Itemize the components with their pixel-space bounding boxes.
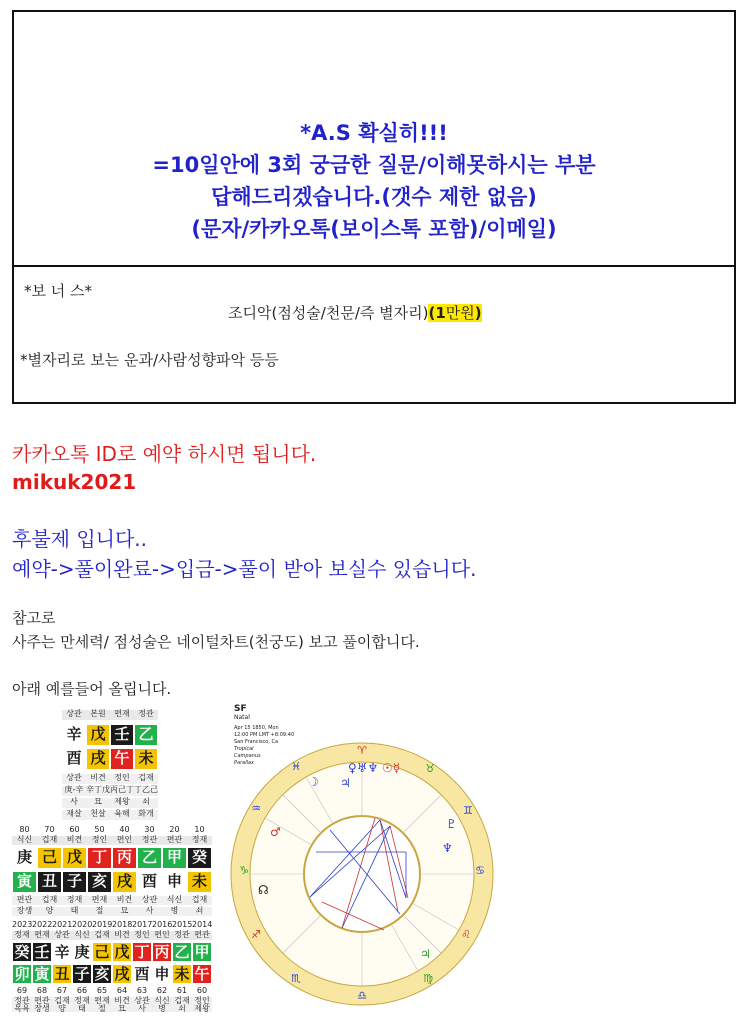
year-label: 2021 — [52, 920, 73, 929]
natal-date: Apr 15 1850, Mon — [234, 725, 279, 731]
year-age: 60 — [196, 986, 208, 995]
daeun-top: 편관 — [162, 836, 187, 845]
daeun-branch: 寅 — [12, 871, 37, 893]
year-label: 2017 — [132, 920, 153, 929]
daeun-bottom: 편관 — [12, 896, 37, 905]
daeun-bottom: 식신 — [162, 896, 187, 905]
svg-text:♉: ♉ — [425, 762, 435, 775]
year-top: 편인 — [152, 931, 172, 940]
pillar-detail: 쇠 — [134, 798, 158, 808]
daeun-top: 편인 — [112, 836, 137, 845]
year-stem: 丙 — [152, 942, 172, 962]
daeun-age: 20 — [169, 825, 180, 834]
svg-text:♀♅♆: ♀♅♆ — [348, 761, 379, 775]
year-bottom: 장생 — [32, 1005, 52, 1012]
daeun-stem: 己 — [37, 847, 62, 869]
svg-text:♐: ♐ — [251, 928, 261, 941]
pillar-detail: 제왕 — [110, 798, 134, 808]
daeun-top: 정인 — [87, 836, 112, 845]
daeun-bottom: 양 — [37, 907, 62, 916]
year-age: 61 — [176, 986, 188, 995]
year-stem: 甲 — [192, 942, 212, 962]
pillar-detail: 화개 — [134, 810, 158, 820]
bonus-price-badge: (1만원) — [428, 304, 482, 322]
daeun-stem: 癸 — [187, 847, 212, 869]
pillar-stem: 戊 — [86, 724, 110, 746]
daeun-branch: 丑 — [37, 871, 62, 893]
year-age: 66 — [76, 986, 88, 995]
year-bottom: 편재 — [92, 997, 112, 1005]
pillar-branch: 午 — [110, 748, 134, 770]
svg-text:♇: ♇ — [446, 817, 457, 831]
year-age: 69 — [16, 986, 28, 995]
pillar-detail: 정인 — [110, 774, 134, 784]
natal-type: Natal — [234, 714, 250, 721]
year-branch: 子 — [72, 964, 92, 984]
svg-text:☊: ☊ — [258, 883, 269, 897]
year-stem: 乙 — [172, 942, 192, 962]
year-top: 정인 — [132, 931, 152, 940]
daeun-bottom: 편재 — [87, 896, 112, 905]
year-branch: 丑 — [52, 964, 72, 984]
year-bottom: 정관 — [12, 997, 32, 1005]
daeun-branch: 酉 — [137, 871, 162, 893]
svg-text:♃: ♃ — [340, 776, 351, 790]
svg-text:♎: ♎ — [357, 989, 367, 1002]
year-top: 정재 — [12, 931, 32, 940]
payment-steps: 예약->풀이완료->입금->풀이 받아 보실수 있습니다. — [12, 557, 477, 581]
pillar-detail: 천살 — [86, 810, 110, 820]
year-bottom: 목욕 — [12, 1005, 32, 1012]
year-branch: 未 — [172, 964, 192, 984]
natal-wheel — [230, 702, 504, 1012]
year-stem: 庚 — [72, 942, 92, 962]
year-top: 상관 — [52, 931, 72, 940]
pillar-header: 본원 — [86, 710, 110, 720]
year-bottom: 상관 — [132, 997, 152, 1005]
pillar-detail: 비견 — [86, 774, 110, 784]
year-label: 2023 — [12, 920, 33, 929]
payment-type: 후불제 입니다.. — [12, 527, 147, 551]
year-age: 64 — [116, 986, 128, 995]
daeun-age: 30 — [144, 825, 155, 834]
year-age: 62 — [156, 986, 168, 995]
pillar-branch: 酉 — [62, 748, 86, 770]
daeun-bottom: 겁재 — [187, 896, 212, 905]
pillar-detail: 辛丁戊 — [86, 785, 110, 794]
pillar-branch: 未 — [134, 748, 158, 770]
year-stem: 己 — [92, 942, 112, 962]
svg-text:♋: ♋ — [475, 864, 485, 877]
year-stem: 癸 — [12, 942, 32, 962]
year-branch: 寅 — [32, 964, 52, 984]
kakao-id[interactable]: mikuk2021 — [12, 470, 137, 494]
pillar-detail: 육해 — [110, 810, 134, 820]
daeun-stem: 丙 — [112, 847, 137, 869]
year-branch: 亥 — [92, 964, 112, 984]
pillar-header: 편재 — [110, 710, 134, 720]
daeun-top: 비견 — [62, 836, 87, 845]
daeun-bottom: 사 — [137, 907, 162, 916]
year-bottom: 사 — [132, 1005, 152, 1012]
daeun-age: 60 — [69, 825, 80, 834]
daeun-branch: 申 — [162, 871, 187, 893]
year-label: 2014 — [192, 920, 213, 929]
bonus-box — [12, 267, 736, 404]
pillar-stem: 乙 — [134, 724, 158, 746]
daeun-branch: 未 — [187, 871, 212, 893]
daeun-bottom: 상관 — [137, 896, 162, 905]
svg-text:♆: ♆ — [442, 841, 453, 855]
saju-chart-image — [12, 706, 212, 1012]
daeun-bottom: 겁재 — [37, 896, 62, 905]
year-bottom: 병 — [152, 1005, 172, 1012]
pillar-detail: 상관 — [62, 774, 86, 784]
svg-text:♌: ♌ — [461, 928, 471, 941]
svg-text:☽: ☽ — [308, 775, 319, 789]
natal-zodiac: Tropical — [234, 746, 254, 752]
natal-place: San Francisco, Ca — [234, 739, 279, 745]
daeun-top: 겁재 — [37, 836, 62, 845]
daeun-branch: 戌 — [112, 871, 137, 893]
year-age: 67 — [56, 986, 68, 995]
svg-text:♈: ♈ — [357, 744, 367, 757]
year-bottom: 절 — [92, 1005, 112, 1012]
year-top: 정관 — [172, 931, 192, 940]
year-bottom: 정재 — [72, 997, 92, 1005]
year-bottom: 양 — [52, 1005, 72, 1012]
svg-text:♓: ♓ — [291, 760, 301, 773]
reserve-text: 카카오톡 ID로 예약 하시면 됩니다. — [12, 442, 317, 466]
year-bottom: 비견 — [112, 997, 132, 1005]
year-top: 편재 — [32, 931, 52, 940]
year-bottom: 편관 — [32, 997, 52, 1005]
daeun-stem: 丁 — [87, 847, 112, 869]
year-bottom: 쇠 — [172, 1005, 192, 1012]
daeun-age: 80 — [19, 825, 30, 834]
year-label: 2015 — [172, 920, 193, 929]
daeun-age: 10 — [194, 825, 205, 834]
year-branch: 午 — [192, 964, 212, 984]
pillar-stem: 辛 — [62, 724, 86, 746]
year-branch: 戌 — [112, 964, 132, 984]
daeun-stem: 戊 — [62, 847, 87, 869]
daeun-bottom: 정재 — [62, 896, 87, 905]
year-stem: 辛 — [52, 942, 72, 962]
daeun-branch: 亥 — [87, 871, 112, 893]
offer-line-2: =10일안에 3회 궁금한 질문/이해못하시는 부분 — [152, 153, 596, 177]
offer-line-1: *A.S 확실히!!! — [300, 121, 448, 145]
daeun-top: 정재 — [187, 836, 212, 845]
year-label: 2016 — [152, 920, 173, 929]
bonus-note: *별자리로 보는 운과/사람성향파악 등등 — [20, 351, 279, 369]
year-bottom: 겁재 — [172, 997, 192, 1005]
pillar-detail: 丁乙己 — [134, 785, 158, 794]
year-label: 2020 — [72, 920, 93, 929]
daeun-stem: 庚 — [12, 847, 37, 869]
daeun-stem: 甲 — [162, 847, 187, 869]
year-label: 2022 — [32, 920, 53, 929]
daeun-bottom: 병 — [162, 907, 187, 916]
year-top: 편관 — [192, 931, 212, 940]
year-top: 비견 — [112, 931, 132, 940]
year-age: 63 — [136, 986, 148, 995]
svg-text:♃: ♃ — [420, 947, 431, 961]
pillar-stem: 壬 — [110, 724, 134, 746]
pillar-detail: 庚-辛 — [62, 786, 86, 796]
daeun-bottom: 장생 — [12, 907, 37, 916]
daeun-stem: 乙 — [137, 847, 162, 869]
pillar-detail: 丙己丁 — [110, 785, 134, 794]
bonus-item — [228, 302, 482, 323]
bonus-title: *보 너 스* — [24, 282, 93, 300]
daeun-bottom: 태 — [62, 907, 87, 916]
natal-time: 12:00 PM LMT +8:09:40 — [234, 732, 295, 738]
year-top: 식신 — [72, 931, 92, 940]
year-age: 65 — [96, 986, 108, 995]
offer-line-3: 답해드리겠습니다.(갯수 제한 없음) — [211, 185, 537, 209]
daeun-age: 50 — [94, 825, 105, 834]
pillar-detail: 겁재 — [134, 774, 158, 784]
daeun-bottom: 묘 — [112, 907, 137, 916]
svg-text:♑: ♑ — [239, 864, 249, 877]
year-bottom: 식신 — [152, 997, 172, 1005]
year-bottom: 제왕 — [192, 1005, 212, 1012]
year-stem: 丁 — [132, 942, 152, 962]
svg-text:♒: ♒ — [251, 802, 261, 815]
year-top: 겁재 — [92, 931, 112, 940]
natal-houses: Campanus — [234, 753, 261, 759]
year-bottom: 정인 — [192, 997, 212, 1005]
daeun-top: 식신 — [12, 836, 37, 845]
offer-line-4: (문자/카카오톡(보이스톡 포함)/이메일) — [191, 217, 557, 241]
svg-text:♊: ♊ — [463, 804, 473, 817]
aspect-circle — [304, 816, 420, 932]
year-label: 2019 — [92, 920, 113, 929]
pillar-branch: 戌 — [86, 748, 110, 770]
svg-text:☉☿: ☉☿ — [382, 761, 401, 775]
svg-text:♍: ♍ — [423, 972, 433, 985]
year-stem: 戊 — [112, 942, 132, 962]
pillar-header: 정관 — [134, 710, 158, 720]
year-branch: 酉 — [132, 964, 152, 984]
year-stem: 壬 — [32, 942, 52, 962]
year-branch: 申 — [152, 964, 172, 984]
svg-text:♂: ♂ — [270, 825, 281, 839]
year-bottom: 겁재 — [52, 997, 72, 1005]
pillar-detail: 재살 — [62, 810, 86, 820]
natal-parallax: Parallax — [234, 760, 254, 766]
reference-title: 참고로 — [12, 609, 56, 627]
reference-body: 사주는 만세력/ 점성술은 네이털차트(천궁도) 보고 풀이합니다. — [12, 633, 420, 651]
pillar-header: 상관 — [62, 710, 86, 720]
year-bottom: 묘 — [112, 1005, 132, 1012]
example-text: 아래 예를들어 올립니다. — [12, 680, 172, 698]
daeun-age: 70 — [44, 825, 55, 834]
year-branch: 卯 — [12, 964, 32, 984]
daeun-bottom: 절 — [87, 907, 112, 916]
natal-chart-image — [230, 702, 504, 1012]
year-label: 2018 — [112, 920, 133, 929]
pillar-detail: 묘 — [86, 798, 110, 808]
svg-text:♏: ♏ — [291, 972, 301, 985]
year-age: 68 — [36, 986, 48, 995]
daeun-top: 정관 — [137, 836, 162, 845]
pillar-detail: 사 — [62, 798, 86, 808]
daeun-bottom: 쇠 — [187, 907, 212, 916]
bonus-item-text: 조디악(점성술/천문/즉 별자리) — [228, 304, 429, 322]
natal-name: SF — [234, 704, 247, 714]
daeun-branch: 子 — [62, 871, 87, 893]
daeun-bottom: 비견 — [112, 896, 137, 905]
daeun-age: 40 — [119, 825, 130, 834]
year-bottom: 태 — [72, 1005, 92, 1012]
